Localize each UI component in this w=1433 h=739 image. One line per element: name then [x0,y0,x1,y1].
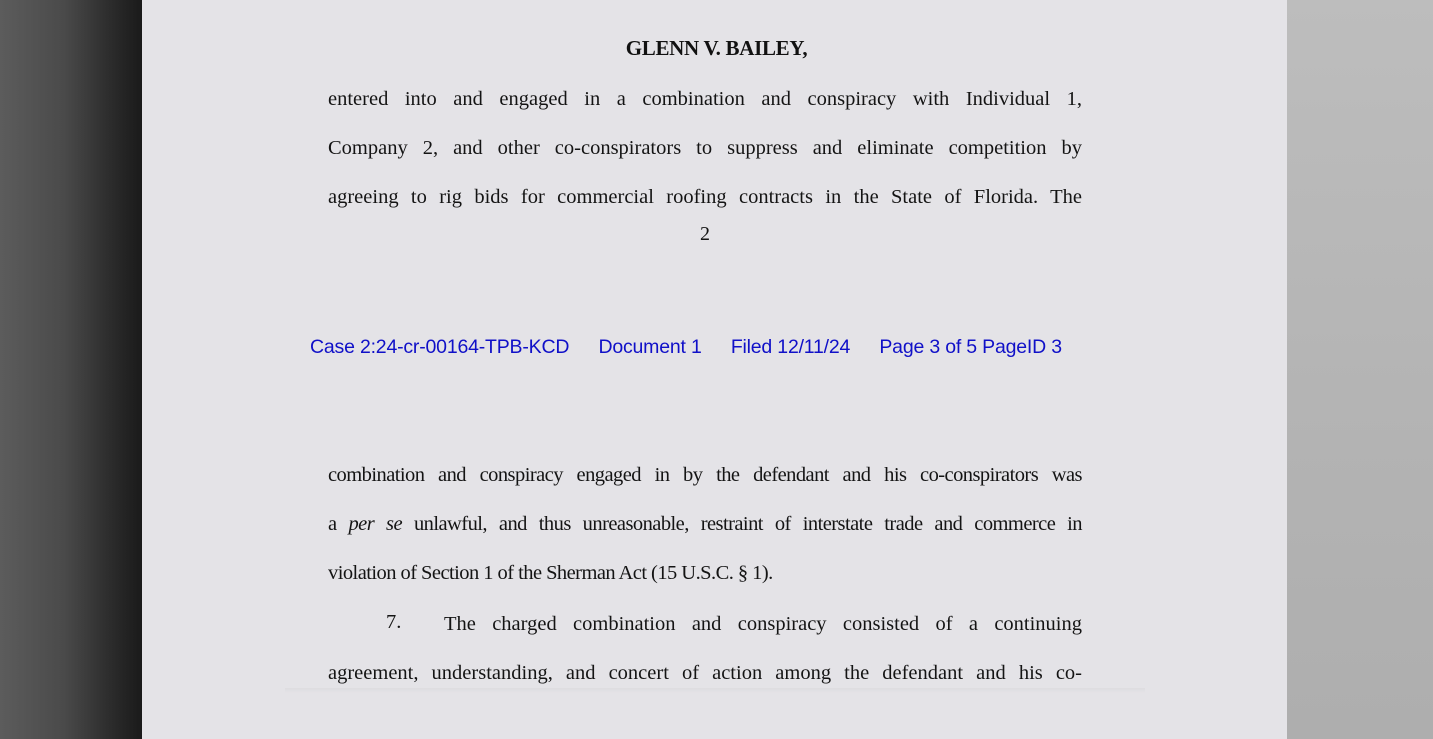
paragraph-line: entered into and engaged in a combination and conspiracy with Individual 1, [328,88,1082,110]
paragraph-7-continued [328,660,1082,709]
paragraph-line [328,511,1082,560]
paragraph-line: agreement, understanding, and concert of action among the defendant and his co- [328,662,1082,684]
case-number: Case 2:24-cr-00164-TPB-KCD [310,336,570,358]
defendant-heading: GLENN V. BAILEY, [625,36,808,60]
text-suffix: unlawful, and thus unreasonable, restraint of interstate trade and commerce in [402,513,1083,535]
left-background-gutter [0,0,142,739]
text-prefix: a [328,513,349,535]
document-number: Document 1 [598,336,702,358]
paragraph-number: 7. [386,611,402,633]
right-background-gutter [1287,0,1433,739]
ecf-filing-header [310,336,1062,359]
paragraph-line: combination and conspiracy engaged in by the defendant and his co-conspirators was [328,464,1082,486]
page-number: 2 [700,223,710,245]
italic-term: per se [348,513,403,535]
paragraph-line: violation of Section 1 of the Sherman Act (15 U.S.C. § 1). [328,562,773,584]
filed-date: Filed 12/11/24 [730,336,851,358]
paragraph-line: agreeing to rig bids for commercial roofing contracts in the State of Florida. The [328,186,1082,208]
paragraph-continued [328,86,1082,233]
paragraph-next-page [328,462,1082,609]
page-id: Page 3 of 5 PageID 3 [879,336,1062,358]
paragraph-7 [444,611,1082,660]
paragraph-line: Company 2, and other co-conspirators to suppress and eliminate competition by [328,137,1082,159]
paragraph-line: The charged combination and conspiracy consisted of a continuing [444,613,1082,635]
